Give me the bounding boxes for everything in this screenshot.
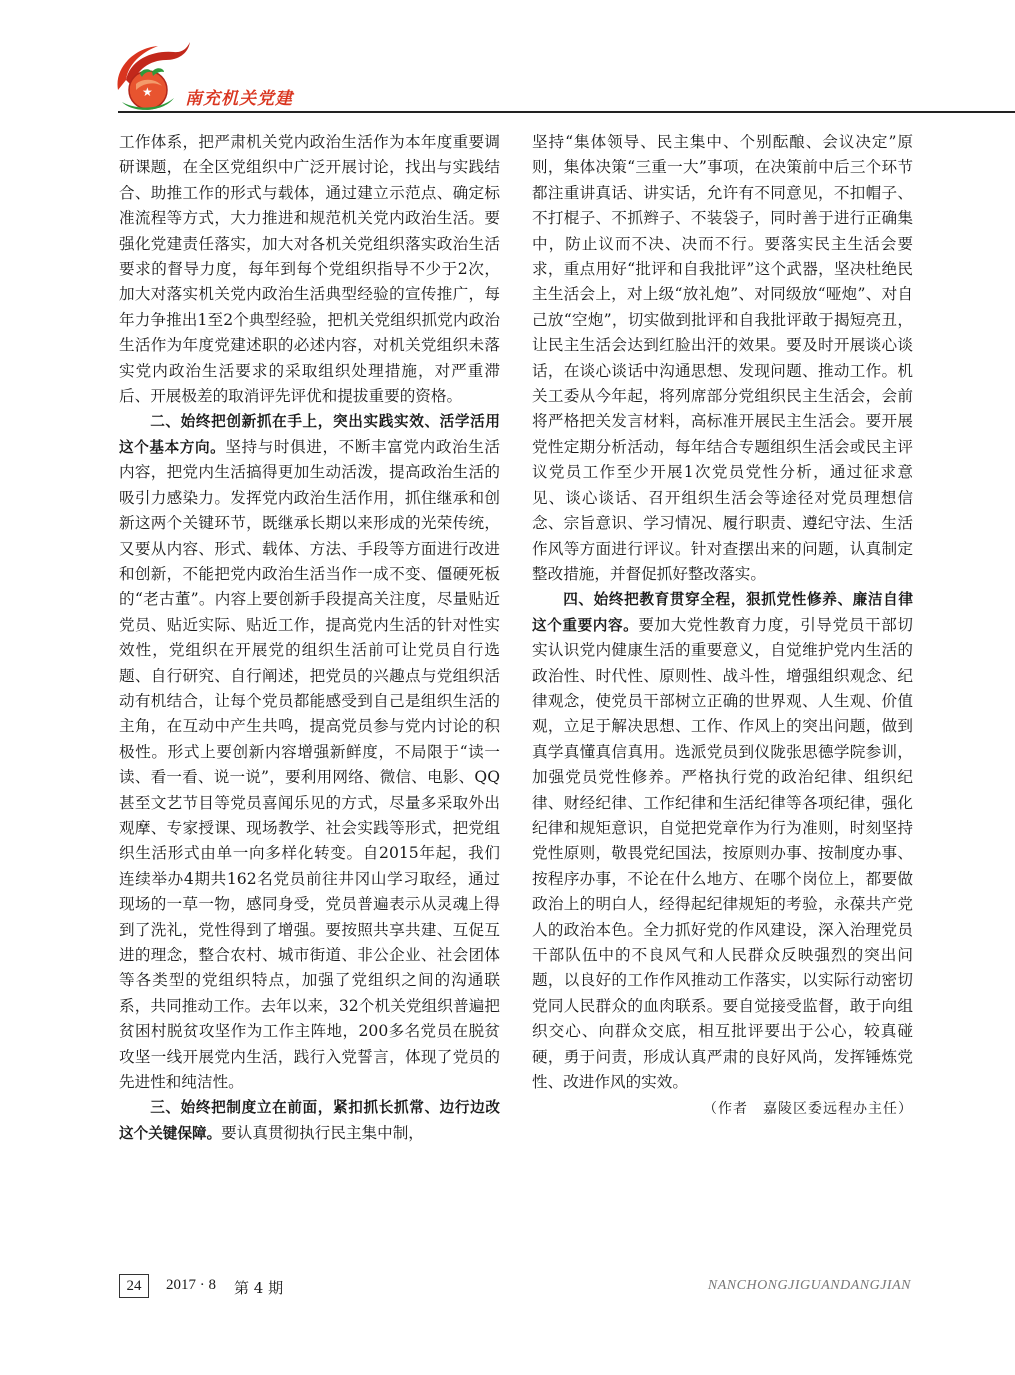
left-column xyxy=(119,130,500,1146)
page-number: 24 xyxy=(119,1274,149,1298)
footer-brand: NANCHONGJIGUANDANGJIAN xyxy=(707,1278,911,1293)
section-2-paragraph xyxy=(119,409,500,1095)
right-paragraph-1: 坚持“集体领导、民主集中、个别酝酿、会议决定”原则，集体决策“三重一大”事项，在决策前中后三个环节都注重讲真话、讲实话，允许有不同意见，不扣帽子、不打棍子、不抓辫子、不装袋子，同时善于进行正确集中，防止议而不决、决而不行。要落实民主生活会要求，重点用好“批评和自我批评”这个武器，坚决杜绝民主生活会上，对上级“放礼炮”、对同级放“哑炮”、对自己放“空炮”，切实做到批评和自我批评敢于揭短亮丑，让民主生活会达到红脸出汗的效果。要及时开展谈心谈话，在谈心谈话中沟通思想、发现问题、推动工作。机关工委从今年起，将列席部分党组织民主生活会，会前将严格把关发言材料，高标准开展民主生活会。要开展党性定期分析活动，每年结合专题组织生活会或民主评议党员工作至少开展1次党员党性分析，通过征求意见、谈心谈话、召开组织生活会等途径对党员理想信念、宗旨意识、学习情况、履行职责、遵纪守法、生活作风等方面进行评议。针对查摆出来的问题，认真制定整改措施，并督促抓好整改落实。 xyxy=(532,133,913,583)
svg-text:★: ★ xyxy=(142,85,153,99)
author-byline: （作者 嘉陵区委远程办主任） xyxy=(703,1101,913,1118)
page-header xyxy=(0,0,1015,120)
section-4-heading: 四、始终把教育贯穿全程，狠抓党性修养、廉洁自律这个重要内容。 xyxy=(532,591,913,634)
logo-icon xyxy=(112,40,192,114)
left-paragraph-1: 工作体系，把严肃机关党内政治生活作为本年度重要调研课题，在全区党组织中广泛开展讨论，找出与实践结合、助推工作的形式与载体，通过建立示范点、确定标准流程等方式，大力推进和规范机关党内政治生活。要强化党建责任落实，加大对各机关党组织落实政治生活要求的督导力度，每年到每个党组织指导不少于2次，加大对落实机关党内政治生活典型经验的宣传推广，每年力争推出1至2个典型经验，把机关党组织抓党内政治生活作为年度党建述职的必述内容，对机关党组织未落实党内政治生活要求的采取组织处理措施，对严重滞后、开展极差的取消评先评优和提拔重要的资格。 xyxy=(119,133,500,406)
right-column xyxy=(532,130,913,1123)
issue-number: 第 4 期 xyxy=(234,1279,284,1297)
section-3-body: 要认真贯彻执行民主集中制， xyxy=(221,1123,424,1142)
issue-date: 2017 · 8 xyxy=(166,1277,216,1293)
header-rule xyxy=(118,111,1015,113)
page-footer xyxy=(0,1270,1015,1310)
section-2-body: 坚持与时俱进，不断丰富党内政治生活内容，把党内生活搞得更加生动活泼，提高政治生活的吸引力感染力。发挥党内政治生活作用，抓住继承和创新这两个关键环节，既继承长期以来形成的光荣传统，又要从内容、形式、载体、方法、手段等方面进行改进和创新，不能把党内政治生活当作一成不变、僵硬死板的“老古董”。内容上要创新手段提高关注度，尽量贴近党员、贴近实际、贴近工作，提高党内生活的针对性实效性，党组织在开展党的组织生活前可让党员自行选题、自行研究、自行阐述，把党员的兴趣点与党组织活动有机结合，让每个党员都能感受到自己是组织生活的主角，在互动中产生共鸣，提高党员参与党内讨论的积极性。形式上要创新内容增强新鲜度，不局限于“读一读、看一看、说一说”，要利用网络、微信、电影、QQ甚至文艺节目等党员喜闻乐见的方式，尽量多采取外出观摩、专家授课、现场教学、社会实践等形式，把党组织生活形式由单一向多样化转变。自2015年起，我们连续举办4期共162名党员前往井冈山学习取经，通过现场的一草一物，感同身受，党员普遍表示从灵魂上得到了洗礼，党性得到了增强。要按照共享共建、互促互进的理念，整合农村、城市街道、非公企业、社会团体等各类型的党组织特点，加强了党组织之间的沟通联系，共同推动工作。去年以来，32个机关党组织普遍把贫困村脱贫攻坚作为工作主阵地，200多名党员在脱贫攻坚一线开展党内生活，践行入党誓言，体现了党员的先进性和纯洁性。 xyxy=(119,437,500,1092)
section-4-body: 要加大党性教育力度，引导党员干部切实认识党内健康生活的重要意义，自觉维护党内生活的政治性、时代性、原则性、战斗性，增强组织观念、纪律观念，使党员干部树立正确的世界观、人生观、价值观，立足于解决思想、工作、作风上的突出问题，做到真学真懂真信真用。选派党员到仪陇张思德学院参训，加强党员党性修养。严格执行党的政治纪律、组织纪律、财经纪律、工作纪律和生活纪律等各项纪律，强化纪律和规矩意识，自觉把党章作为行为准则，时刻坚持党性原则，敬畏党纪国法，按原则办事、按制度办事、按程序办事，不论在什么地方、在哪个岗位上，都要做政治上的明白人，经得起纪律规矩的考验，永葆共产党人的政治本色。全力抓好党的作风建设，深入治理党员干部队伍中的不良风气和人民群众反映强烈的突出问题，以良好的工作作风推动工作落实，以实际行动密切党同人民群众的血肉联系。要自觉接受监督，敢于向组织交心、向群众交底，相互批评要出于公心，较真碰硬，勇于问责，形成认真严肃的良好风尚，发挥锤炼党性、改进作风的实效。 xyxy=(532,615,913,1092)
section-4-paragraph xyxy=(532,587,913,1095)
section-3-paragraph xyxy=(119,1095,500,1146)
header-title: 南充机关党建 xyxy=(185,89,293,109)
section-3-heading: 三、始终把制度立在前面，紧扣抓长抓常、边行边改这个关键保障。 xyxy=(119,1099,500,1142)
section-2-heading: 二、始终把创新抓在手上，突出实践实效、活学活用这个基本方向。 xyxy=(119,413,500,456)
